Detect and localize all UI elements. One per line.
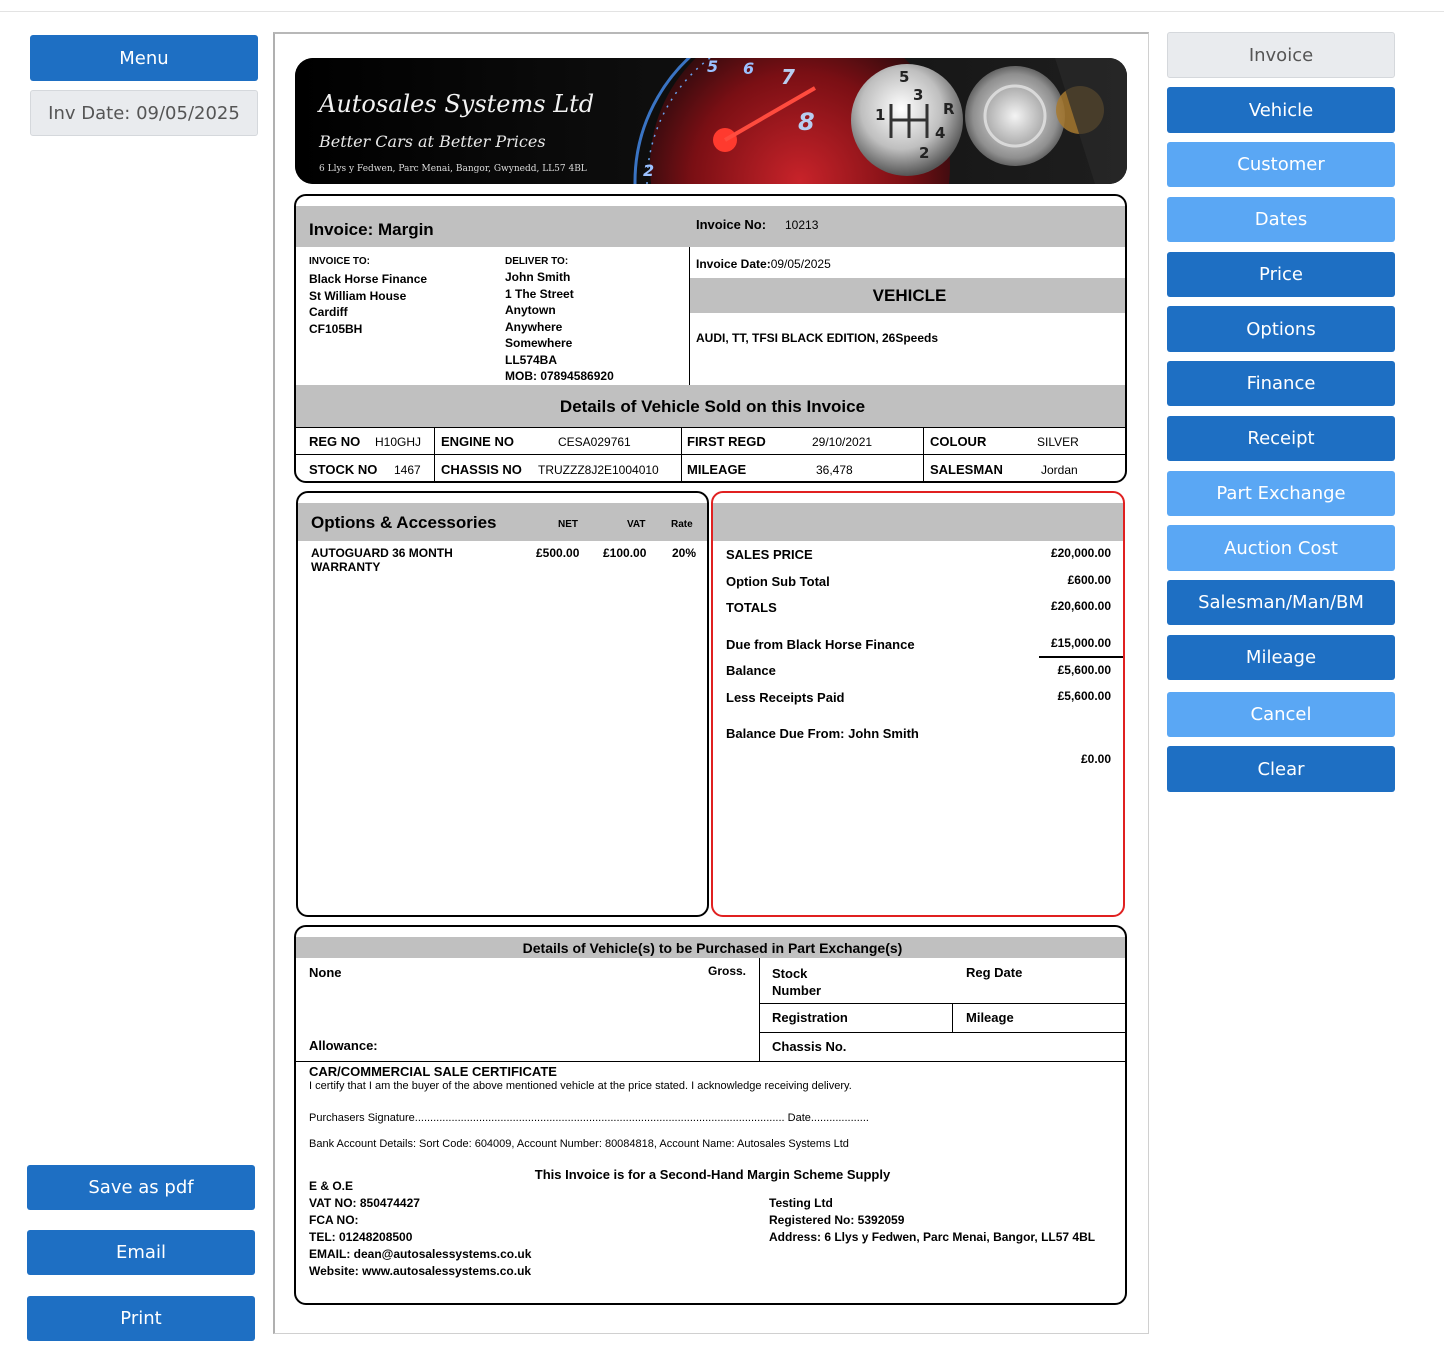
px-registration-label: Registration: [772, 1010, 848, 1025]
gear-number: 3: [913, 86, 924, 104]
registered-company: Testing Ltd: [769, 1196, 833, 1210]
totals-header-band: [713, 503, 1125, 541]
auction-cost-nav-button[interactable]: Auction Cost: [1167, 525, 1395, 571]
px-reg-date-label: Reg Date: [966, 965, 1023, 980]
address-line: St William House: [309, 288, 407, 303]
address-line: 1 The Street: [505, 286, 574, 301]
engine-no-label: ENGINE NO: [441, 434, 514, 449]
vehicle-nav-button[interactable]: Vehicle: [1167, 87, 1395, 133]
address-line: Anytown: [505, 303, 556, 317]
registered-address: Address: 6 Llys y Fedwen, Parc Menai, Bangor, LL57 4BL: [769, 1230, 1096, 1244]
address-line: CF105BH: [309, 321, 363, 336]
options-heading: Options & Accessories: [311, 513, 497, 532]
balance-due-value: £0.00: [1080, 752, 1111, 766]
invoice-date: [696, 257, 831, 271]
menu-button[interactable]: Menu: [30, 35, 258, 81]
mileage-nav-button[interactable]: Mileage: [1167, 635, 1395, 680]
gear-number: 4: [935, 124, 946, 142]
px-none: None: [309, 965, 342, 980]
vehicle-description: AUDI, TT, TFSI BLACK EDITION, 26Speeds: [696, 331, 939, 345]
option-item-net: £500.00: [536, 546, 580, 560]
headlight-icon: [965, 66, 1065, 166]
part-exchange-heading: Details of Vehicle(s) to be Purchased in Part Exchange(s): [522, 940, 903, 956]
divider: [681, 427, 682, 483]
gauge-number: 8: [798, 108, 815, 136]
px-gross-label: Gross.: [708, 964, 747, 978]
invoice-to-label: INVOICE TO:: [309, 256, 370, 267]
invoice-date-value: 09/05/2025: [770, 257, 831, 271]
invoice-to-address: [309, 271, 427, 337]
divider: [759, 958, 760, 1061]
company-address: 6 Llys y Fedwen, Parc Menai, Bangor, Gwynedd, LL57 4BL: [319, 164, 587, 174]
first-regd-value: 29/10/2021: [812, 435, 873, 449]
totals-value: £20,600.00: [1050, 599, 1111, 613]
gauge-number: 2: [643, 161, 655, 180]
receipts-paid-value: £5,600.00: [1057, 689, 1111, 703]
certificate-text: I certify that I am the buyer of the above mentioned vehicle at the price stated. I acknowledge receiving delivery.: [309, 1080, 852, 1092]
website: Website: www.autosalessystems.co.uk: [309, 1264, 532, 1278]
deliver-to-label: DELIVER TO:: [505, 256, 569, 267]
gauge-number: 5: [707, 58, 719, 76]
mileage-label: MILEAGE: [687, 462, 747, 477]
dates-nav-button[interactable]: Dates: [1167, 197, 1395, 242]
chassis-no-value: TRUZZZ8J2E1004010: [538, 463, 659, 477]
px-stock-line: Number: [772, 983, 822, 998]
options-col-net: NET: [558, 519, 578, 530]
invoice-nav-button[interactable]: Invoice: [1167, 32, 1395, 78]
address-line: Black Horse Finance: [309, 272, 428, 286]
signature-line: Purchasers Signature......................................................................................................................... Date...................: [309, 1112, 869, 1124]
gauge-number: 6: [743, 59, 755, 78]
totals-label: TOTALS: [726, 600, 777, 615]
divider: [434, 427, 435, 483]
email-button[interactable]: Email: [27, 1230, 255, 1275]
receipt-nav-button[interactable]: Receipt: [1167, 416, 1395, 461]
due-from-value: £15,000.00: [1050, 636, 1111, 650]
divider: [689, 247, 690, 385]
option-name-line: WARRANTY: [311, 560, 381, 574]
px-chassis-label: Chassis No.: [772, 1039, 847, 1054]
divider: [296, 1061, 1127, 1062]
part-exchange-panel: [294, 925, 1127, 1305]
invoice-no-value: 10213: [785, 218, 819, 232]
px-mileage-label: Mileage: [966, 1010, 1014, 1025]
reg-no-value: H10GHJ: [375, 435, 422, 449]
gear-number: 5: [899, 68, 910, 86]
eoe-text: E & O.E: [309, 1179, 354, 1193]
gear-number: R: [943, 100, 955, 118]
address-line: John Smith: [505, 270, 571, 284]
divider: [296, 454, 1127, 455]
totals-panel: [711, 491, 1125, 917]
address-line: Cardiff: [309, 305, 348, 319]
option-sub-total-value: £600.00: [1067, 573, 1111, 587]
gauge-number: 7: [781, 65, 795, 89]
address-line: Somewhere: [505, 336, 573, 350]
bank-details: Bank Account Details: Sort Code: 604009, Account Number: 80084818, Account Name: Autosales Systems Ltd: [309, 1138, 849, 1150]
address-line: Anywhere: [505, 319, 563, 334]
due-from-label: Due from Black Horse Finance: [726, 637, 915, 652]
deliver-to-address: [505, 269, 614, 385]
invoice-no-label: Invoice No:: [696, 217, 767, 232]
top-divider: [0, 11, 1444, 12]
divider: [759, 1003, 1127, 1004]
telephone: TEL: 01248208500: [309, 1230, 413, 1244]
option-item-vat: £100.00: [603, 546, 647, 560]
receipts-paid-label: Less Receipts Paid: [726, 690, 845, 705]
balance-label: Balance: [726, 663, 776, 678]
option-sub-total-label: Option Sub Total: [726, 574, 830, 589]
invoice-type: Invoice: Margin: [309, 220, 434, 239]
balance-value: £5,600.00: [1057, 663, 1111, 677]
salesman-label: SALESMAN: [930, 462, 1003, 477]
company-banner: [295, 58, 1127, 184]
certificate-heading: CAR/COMMERCIAL SALE CERTIFICATE: [309, 1064, 557, 1079]
address-line: LL574BA: [505, 352, 558, 367]
px-stock-line: Stock: [772, 966, 808, 981]
balance-due-label: Balance Due From: John Smith: [726, 726, 919, 741]
fca-no: FCA NO:: [309, 1213, 359, 1227]
gear-number: 1: [875, 106, 886, 124]
sales-price-value: £20,000.00: [1050, 546, 1111, 560]
vehicle-heading: VEHICLE: [872, 286, 947, 305]
vat-no: VAT NO: 850474427: [309, 1196, 420, 1210]
px-allowance-label: Allowance:: [309, 1038, 378, 1053]
company-name: Autosales Systems Ltd: [319, 90, 595, 118]
address-line: MOB: 07894586920: [505, 369, 614, 383]
stock-no-label: STOCK NO: [309, 462, 378, 477]
finance-nav-button[interactable]: Finance: [1167, 361, 1395, 406]
first-regd-label: FIRST REGD: [687, 434, 766, 449]
mileage-value: 36,478: [816, 463, 853, 477]
engine-no-value: CESA029761: [558, 435, 631, 449]
email-address: EMAIL: dean@autosalessystems.co.uk: [309, 1247, 532, 1261]
print-button[interactable]: Print: [27, 1296, 255, 1341]
customer-nav-button[interactable]: Customer: [1167, 142, 1395, 187]
options-col-rate: Rate: [671, 519, 693, 530]
inv-date-field[interactable]: Inv Date: 09/05/2025: [30, 90, 258, 136]
reg-no-label: REG NO: [309, 434, 361, 449]
salesman-value: Jordan: [1041, 463, 1078, 477]
price-nav-button[interactable]: Price: [1167, 252, 1395, 297]
invoice-info-panel: [294, 194, 1127, 483]
option-name-line: AUTOGUARD 36 MONTH: [311, 546, 453, 560]
option-item-name: [311, 546, 453, 574]
options-nav-button[interactable]: Options: [1167, 306, 1395, 352]
chassis-no-label: CHASSIS NO: [441, 462, 522, 477]
divider: [1039, 656, 1125, 658]
option-item-rate: 20%: [672, 546, 697, 560]
details-heading: Details of Vehicle Sold on this Invoice: [559, 397, 866, 416]
clear-button[interactable]: Clear: [1167, 746, 1395, 792]
company-tagline: Better Cars at Better Prices: [319, 132, 546, 151]
part-exchange-nav-button[interactable]: Part Exchange: [1167, 471, 1395, 516]
divider: [923, 427, 924, 483]
options-panel: [296, 491, 709, 917]
cancel-button[interactable]: Cancel: [1167, 692, 1395, 737]
invoice-date-label: Invoice Date:: [696, 257, 771, 271]
save-pdf-button[interactable]: Save as pdf: [27, 1165, 255, 1210]
colour-value: SILVER: [1037, 435, 1079, 449]
company-registration-details: [769, 1195, 1095, 1246]
gear-number: 2: [919, 144, 930, 162]
divider: [296, 427, 1127, 428]
divider: [952, 1003, 953, 1032]
options-col-vat: VAT: [627, 519, 646, 530]
stock-no-value: 1467: [394, 463, 421, 477]
sales-price-label: SALES PRICE: [726, 547, 813, 562]
divider: [759, 1032, 1127, 1033]
px-stock-number-label: [772, 965, 821, 999]
company-contact-details: [309, 1178, 531, 1280]
salesman-nav-button[interactable]: Salesman/Man/BM: [1167, 580, 1395, 625]
registered-no: Registered No: 5392059: [769, 1213, 905, 1227]
colour-label: COLOUR: [930, 434, 987, 449]
margin-scheme-note: This Invoice is for a Second-Hand Margin Scheme Supply: [534, 1167, 891, 1182]
